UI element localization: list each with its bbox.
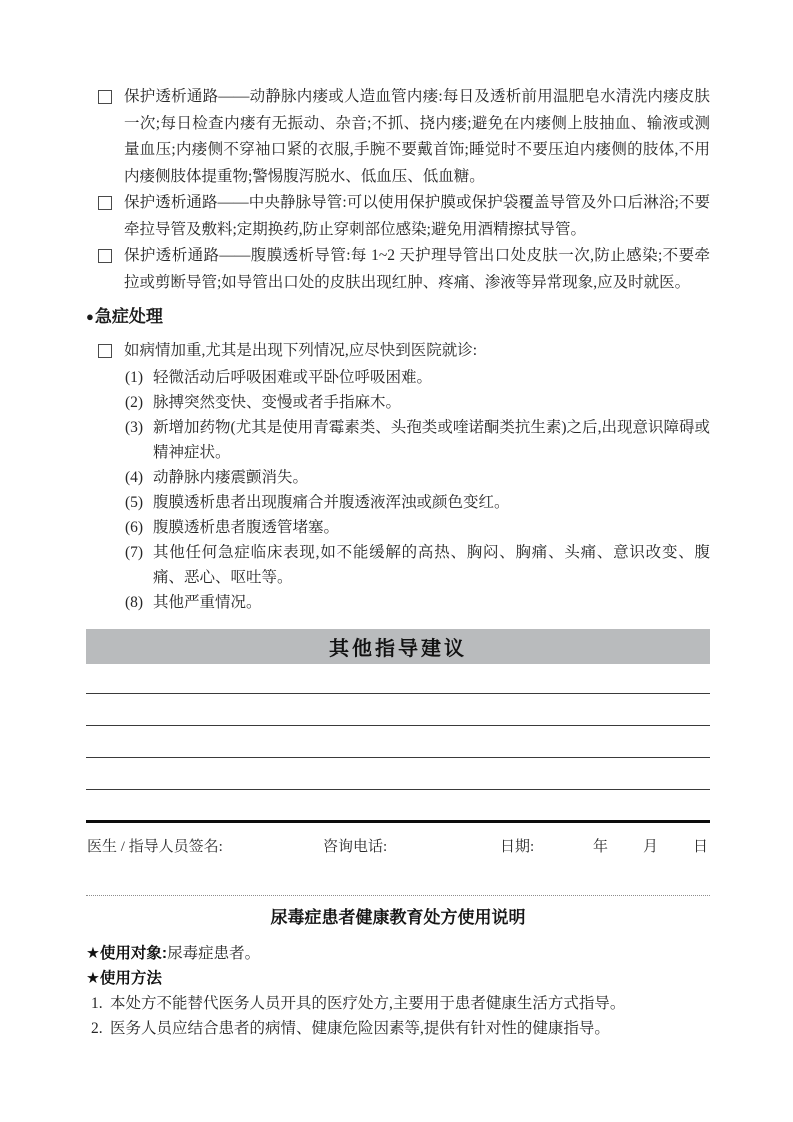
list-item-number: (6): [125, 518, 144, 536]
checkbox-column: [86, 338, 124, 365]
emergency-list: [125, 365, 710, 615]
checkbox-icon[interactable]: [98, 249, 112, 263]
checklist-item: [86, 243, 710, 296]
usage-target-line: [86, 941, 710, 966]
list-item-text: 医务人员应结合患者的病情、健康危险因素等,提供有针对性的健康指导。: [110, 1019, 610, 1037]
list-item-number: 1.: [91, 994, 103, 1012]
list-item: [125, 465, 710, 490]
list-item: [91, 1016, 710, 1041]
list-item-text: 腹膜透析患者腹透管堵塞。: [153, 518, 340, 536]
checklist-item: [86, 84, 710, 190]
section-heading-emergency: [86, 305, 710, 329]
list-item-text: 动静脉内瘘震颤消失。: [153, 468, 309, 486]
checkbox-icon[interactable]: [98, 196, 112, 210]
list-item-number: (2): [125, 393, 144, 411]
list-item-text: 其他严重情况。: [153, 593, 262, 611]
writing-line: [86, 664, 710, 694]
list-item-text: 其他任何急症临床表现,如不能缓解的高热、胸闷、胸痛、头痛、意识改变、腹痛、恶心、呕吐等。: [153, 543, 710, 586]
list-item: [125, 540, 710, 590]
list-item-number: (3): [125, 418, 144, 436]
date-label: 日期:: [500, 838, 535, 855]
list-item-text: 轻微活动后呼吸困难或平卧位呼吸困难。: [153, 368, 433, 386]
checkbox-column: [86, 243, 124, 296]
method-list: [91, 991, 710, 1042]
writing-lines: [86, 664, 710, 823]
list-item: [125, 390, 710, 415]
checkbox-icon[interactable]: [98, 90, 112, 104]
signature-row: [86, 835, 710, 857]
list-item-number: (1): [125, 368, 144, 386]
usage-target-value: 尿毒症患者。: [167, 944, 261, 962]
list-item-number: (5): [125, 493, 144, 511]
list-item-text: 本处方不能替代医务人员开具的医疗处方,主要用于患者健康生活方式指导。: [110, 994, 626, 1012]
checklist-item: [86, 190, 710, 243]
list-item-text: 新增加药物(尤其是使用青霉素类、头孢类或喹诺酮类抗生素)之后,出现意识障碍或精神症状。: [153, 418, 710, 461]
section-banner: [86, 629, 710, 664]
list-item: [125, 365, 710, 390]
list-item-number: (7): [125, 543, 144, 561]
phone-label: 咨询电话:: [323, 838, 388, 855]
list-item-number: 2.: [91, 1019, 103, 1037]
checkbox-column: [86, 190, 124, 243]
list-item: [125, 415, 710, 465]
month-label: 月: [643, 838, 659, 855]
writing-line-thick: [86, 790, 710, 823]
checklist-item-text: 保护透析通路——中央静脉导管:可以使用保护膜或保护袋覆盖导管及外口后淋浴;不要牵拉导管及敷料;定期换药,防止穿刺部位感染;避免用酒精擦拭导管。: [124, 194, 710, 238]
list-item-text: 脉搏突然变快、变慢或者手指麻木。: [153, 393, 402, 411]
checklist-item-text: 保护透析通路——动静脉内瘘或人造血管内瘘:每日及透析前用温肥皂水清洗内瘘皮肤一次;每日检查内瘘有无振动、杂音;不抓、挠内瘘;避免在内瘘侧上肢抽血、输液或测量血压;内瘘侧不穿袖口紧的衣服,手腕不要戴首饰;睡觉时不要压迫内瘘侧的肢体,不用内瘘侧肢体提重物;警惕腹泻脱水、低血压、低血糖。: [124, 88, 710, 185]
list-item: [125, 515, 710, 540]
list-item: [125, 490, 710, 515]
list-item: [125, 590, 710, 615]
day-label: 日: [693, 838, 709, 855]
list-item-number: (8): [125, 593, 144, 611]
banner-title: 其他指导建议: [329, 637, 467, 660]
bullet-icon: ●: [86, 309, 94, 324]
list-item: [91, 991, 710, 1016]
writing-line: [86, 694, 710, 726]
writing-line: [86, 726, 710, 758]
usage-title: 尿毒症患者健康教育处方使用说明: [270, 907, 526, 927]
year-label: 年: [593, 838, 609, 855]
list-item-number: (4): [125, 468, 144, 486]
page-content: [86, 84, 710, 1041]
checklist-item: [86, 338, 710, 365]
emergency-intro-text: 如病情加重,尤其是出现下列情况,应尽快到医院就诊:: [124, 342, 478, 359]
section-heading-label: 急症处理: [94, 307, 163, 326]
dotted-divider: [86, 895, 710, 896]
writing-line: [86, 758, 710, 790]
checkbox-column: [86, 84, 124, 190]
list-item-text: 腹膜透析患者出现腹痛合并腹透液浑浊或颜色变红。: [153, 493, 510, 511]
checkbox-icon[interactable]: [98, 344, 112, 358]
checklist-item-text: 保护透析通路——腹膜透析导管:每 1~2 天护理导管出口处皮肤一次,防止感染;不要牵拉或剪断导管;如导管出口处的皮肤出现红肿、疼痛、渗液等异常现象,应及时就医。: [124, 247, 710, 291]
usage-target-label: ★使用对象:: [86, 944, 168, 962]
usage-method-label: ★使用方法: [86, 969, 162, 987]
doctor-signature-label: 医生 / 指导人员签名:: [87, 838, 223, 855]
